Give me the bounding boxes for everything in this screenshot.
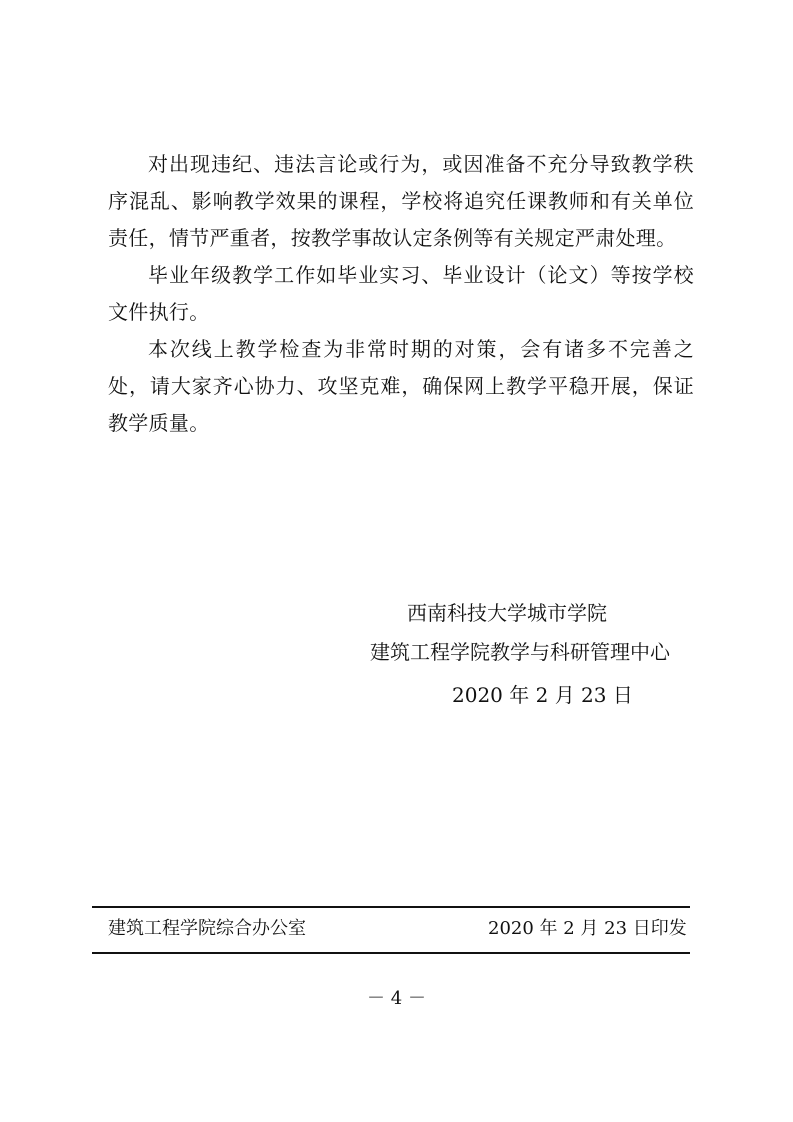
page-number: － 4 － [367,988,426,1009]
signature-date: 2020 年 2 月 23 日 [452,683,633,707]
footer-bottom-rule [92,952,690,954]
footer-issuer: 建筑工程学院综合办公室 [108,918,306,939]
signature-organization-line1: 西南科技大学城市学院 [407,601,607,625]
signature-organization-line2: 建筑工程学院教学与科研管理中心 [370,640,670,664]
footer-issued-date: 2020 年 2 月 23 日印发 [488,918,687,939]
paragraph-misconduct: 对出现违纪、违法言论或行为，或因准备不充分导致教学秩序混乱、影响教学效果的课程，学校将追究任课教师和有关单位责任，情节严重者，按教学事故认定条例等有关规定严肃处理。 [108,152,694,250]
footer-top-rule [92,906,690,908]
document-body [108,146,694,442]
paragraph-graduation: 毕业年级教学工作如毕业实习、毕业设计（论文）等按学校文件执行。 [108,263,694,324]
paragraph-closing: 本次线上教学检查为非常时期的对策，会有诸多不完善之处，请大家齐心协力、攻坚克难，确保网上教学平稳开展，保证教学质量。 [108,337,694,435]
